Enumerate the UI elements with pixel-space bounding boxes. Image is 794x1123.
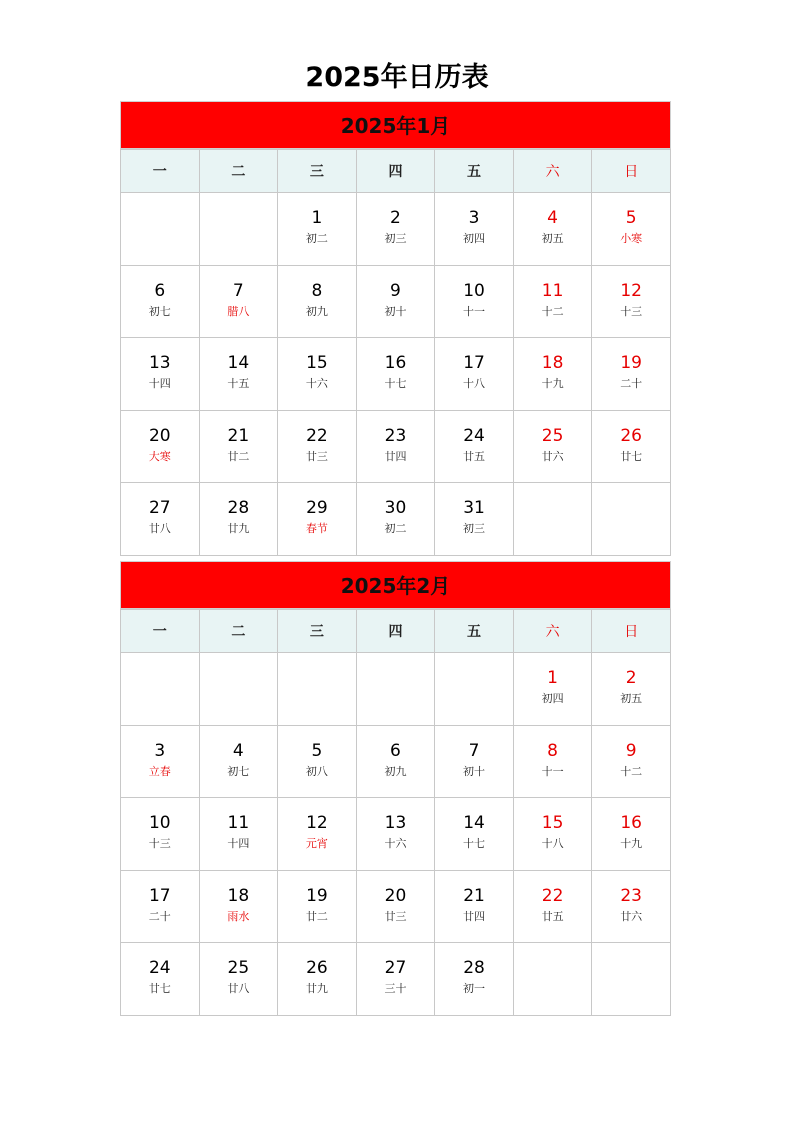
page-title: 2025年日历表 [305, 62, 489, 93]
day-number: 24 [463, 425, 485, 446]
lunar-date: 廿六 [620, 909, 643, 923]
day-cell [278, 265, 357, 338]
empty-day-cell [199, 653, 278, 726]
lunar-date: 二十 [620, 377, 643, 391]
empty-day-cell [513, 483, 592, 556]
day-number: 19 [620, 353, 642, 374]
week-row [121, 265, 671, 338]
day-number: 26 [306, 958, 328, 979]
lunar-date: 十六 [305, 377, 328, 391]
lunar-date: 廿五 [463, 449, 486, 463]
lunar-date: 十一 [541, 764, 564, 778]
lunar-date: 初九 [305, 304, 328, 318]
weekday-header: 日 [592, 610, 671, 653]
day-cell [278, 338, 357, 411]
day-cell [435, 483, 514, 556]
day-number: 20 [148, 425, 171, 446]
day-number: 8 [311, 280, 323, 301]
day-cell [513, 338, 592, 411]
weekday-header: 五 [435, 610, 514, 653]
lunar-date: 十六 [384, 837, 407, 851]
day-cell [121, 798, 200, 871]
day-number: 17 [148, 885, 171, 906]
day-number: 28 [463, 958, 485, 979]
day-cell [592, 653, 671, 726]
weekday-header: 一 [121, 150, 200, 193]
day-number: 15 [306, 353, 328, 374]
day-cell [435, 338, 514, 411]
empty-day-cell [592, 483, 671, 556]
day-number: 23 [620, 885, 642, 906]
day-cell [435, 943, 514, 1016]
day-cell [513, 798, 592, 871]
day-cell [121, 870, 200, 943]
day-number: 11 [541, 280, 564, 301]
day-cell [278, 943, 357, 1016]
day-cell [356, 338, 435, 411]
day-number: 21 [227, 425, 250, 446]
lunar-date: 初五 [620, 692, 643, 705]
lunar-date: 十八 [463, 377, 486, 391]
festival-label: 立春 [148, 764, 171, 778]
day-cell [278, 410, 357, 483]
day-cell [278, 798, 357, 871]
lunar-date: 初十 [463, 764, 486, 778]
day-number: 24 [148, 958, 171, 979]
day-number: 23 [384, 425, 407, 446]
day-cell [592, 798, 671, 871]
day-cell [435, 725, 514, 798]
day-cell [121, 338, 200, 411]
day-cell [199, 943, 278, 1016]
day-number: 10 [463, 280, 485, 301]
day-cell [356, 483, 435, 556]
lunar-date: 十七 [463, 837, 486, 851]
day-cell [121, 943, 200, 1016]
day-cell [513, 725, 592, 798]
lunar-date: 廿四 [384, 449, 407, 463]
day-number: 2 [390, 208, 401, 228]
lunar-date: 十九 [541, 377, 564, 391]
day-number: 8 [547, 740, 558, 761]
lunar-date: 廿三 [384, 909, 407, 923]
month-header: 2025年1月 [120, 101, 671, 149]
lunar-date: 廿四 [463, 909, 486, 923]
day-number: 2 [625, 668, 637, 688]
day-number: 21 [463, 885, 485, 906]
week-row [121, 338, 671, 411]
day-cell [199, 338, 278, 411]
day-number: 6 [154, 280, 166, 301]
lunar-date: 廿三 [305, 449, 328, 463]
empty-day-cell [199, 193, 278, 266]
weekday-header: 二 [199, 150, 278, 193]
empty-day-cell [356, 653, 435, 726]
lunar-date: 初五 [541, 232, 564, 245]
lunar-date: 初七 [227, 764, 250, 778]
day-cell [121, 483, 200, 556]
day-number: 9 [625, 740, 637, 761]
lunar-date: 十九 [620, 837, 643, 851]
day-cell [278, 483, 357, 556]
day-cell [356, 798, 435, 871]
day-cell [592, 193, 671, 266]
empty-day-cell [435, 653, 514, 726]
lunar-date: 初三 [384, 232, 407, 245]
lunar-date: 廿二 [305, 909, 328, 923]
day-cell [199, 483, 278, 556]
day-number: 7 [232, 280, 244, 301]
day-cell [356, 943, 435, 1016]
lunar-date: 十二 [620, 764, 643, 778]
lunar-date: 十三 [620, 304, 643, 318]
empty-day-cell [278, 653, 357, 726]
month-february [120, 561, 671, 1016]
day-number: 25 [227, 958, 250, 979]
lunar-date: 廿二 [227, 449, 250, 463]
day-number: 29 [306, 498, 328, 519]
lunar-date: 廿九 [305, 982, 328, 996]
day-number: 3 [154, 740, 166, 761]
day-cell [356, 870, 435, 943]
day-number: 17 [463, 353, 485, 374]
day-number: 4 [232, 740, 244, 761]
day-number: 30 [384, 498, 407, 519]
festival-label: 小寒 [620, 232, 643, 245]
lunar-date: 十四 [227, 837, 250, 851]
lunar-date: 初八 [305, 764, 328, 778]
day-number: 10 [148, 813, 171, 834]
lunar-date: 初二 [384, 522, 407, 536]
day-number: 11 [227, 813, 250, 834]
day-cell [513, 653, 592, 726]
empty-day-cell [121, 653, 200, 726]
day-cell [356, 410, 435, 483]
weekday-header: 一 [121, 610, 200, 653]
week-row [121, 410, 671, 483]
day-cell [513, 265, 592, 338]
day-number: 25 [541, 425, 564, 446]
day-cell [592, 265, 671, 338]
day-number: 5 [311, 740, 323, 761]
day-number: 13 [148, 353, 171, 374]
day-number: 12 [306, 813, 328, 834]
day-cell [121, 265, 200, 338]
lunar-date: 廿九 [227, 522, 250, 536]
day-number: 16 [384, 353, 407, 374]
day-number: 13 [384, 813, 407, 834]
day-cell [199, 870, 278, 943]
day-number: 22 [541, 885, 564, 906]
festival-label: 春节 [305, 522, 328, 536]
day-cell [199, 265, 278, 338]
day-number: 18 [227, 885, 250, 906]
lunar-date: 三十 [384, 982, 407, 996]
lunar-date: 二十 [148, 909, 171, 923]
calendar-grid [120, 149, 671, 556]
week-row [121, 193, 671, 266]
lunar-date: 十二 [541, 304, 564, 318]
day-cell [513, 193, 592, 266]
day-cell [592, 725, 671, 798]
day-number: 14 [463, 813, 485, 834]
empty-day-cell [513, 943, 592, 1016]
festival-label: 雨水 [227, 909, 250, 923]
lunar-date: 十五 [227, 377, 250, 391]
lunar-date: 初二 [305, 232, 328, 245]
day-cell [278, 725, 357, 798]
empty-day-cell [121, 193, 200, 266]
festival-label: 腊八 [227, 304, 250, 318]
day-number: 7 [468, 740, 480, 761]
weekday-header: 四 [356, 610, 435, 653]
day-cell [435, 798, 514, 871]
weekday-header: 日 [592, 150, 671, 193]
day-cell [278, 870, 357, 943]
weekday-header: 三 [278, 150, 357, 193]
day-cell [356, 265, 435, 338]
lunar-date: 廿七 [620, 449, 643, 463]
day-cell [435, 870, 514, 943]
lunar-date: 初四 [541, 692, 564, 705]
day-cell [592, 410, 671, 483]
day-cell [121, 725, 200, 798]
day-cell [513, 410, 592, 483]
lunar-date: 初四 [463, 232, 486, 245]
weekday-header: 六 [513, 610, 592, 653]
day-number: 31 [463, 498, 485, 519]
day-number: 18 [541, 353, 564, 374]
day-number: 9 [390, 280, 401, 301]
lunar-date: 廿八 [148, 522, 171, 536]
day-number: 5 [625, 208, 637, 228]
day-number: 26 [620, 425, 642, 446]
month-january [120, 101, 671, 556]
empty-day-cell [592, 943, 671, 1016]
month-header: 2025年2月 [120, 561, 671, 609]
lunar-date: 十三 [148, 837, 171, 851]
week-row [121, 798, 671, 871]
week-row [121, 725, 671, 798]
festival-label: 元宵 [305, 837, 328, 851]
lunar-date: 廿六 [541, 449, 564, 463]
day-cell [592, 870, 671, 943]
week-row [121, 943, 671, 1016]
day-cell [356, 725, 435, 798]
day-cell [435, 265, 514, 338]
day-number: 27 [148, 498, 171, 519]
lunar-date: 十八 [541, 837, 564, 851]
lunar-date: 初十 [384, 304, 407, 318]
day-number: 16 [620, 813, 642, 834]
day-number: 6 [390, 740, 401, 761]
lunar-date: 十四 [148, 377, 171, 391]
weekday-header: 四 [356, 150, 435, 193]
calendar-grid [120, 609, 671, 1016]
day-number: 22 [306, 425, 328, 446]
lunar-date: 廿八 [227, 982, 250, 996]
day-cell [356, 193, 435, 266]
weekday-header: 三 [278, 610, 357, 653]
day-cell [513, 870, 592, 943]
day-number: 3 [468, 208, 480, 228]
lunar-date: 廿五 [541, 909, 564, 923]
day-number: 4 [547, 208, 558, 228]
lunar-date: 初九 [384, 764, 407, 778]
weekday-header: 五 [435, 150, 514, 193]
lunar-date: 十七 [384, 377, 407, 391]
day-number: 20 [384, 885, 407, 906]
weekday-header: 六 [513, 150, 592, 193]
festival-label: 大寒 [148, 449, 171, 463]
lunar-date: 初七 [148, 304, 171, 318]
day-number: 19 [306, 885, 328, 906]
day-number: 1 [311, 208, 323, 228]
day-cell [199, 798, 278, 871]
lunar-date: 初三 [463, 522, 486, 536]
day-number: 15 [541, 813, 564, 834]
day-number: 14 [227, 353, 250, 374]
day-cell [278, 193, 357, 266]
day-cell [435, 410, 514, 483]
day-cell [121, 410, 200, 483]
week-row [121, 483, 671, 556]
day-cell [199, 410, 278, 483]
day-cell [199, 725, 278, 798]
day-cell [592, 338, 671, 411]
day-number: 1 [547, 668, 558, 688]
day-cell [435, 193, 514, 266]
day-number: 12 [620, 280, 642, 301]
day-number: 27 [384, 958, 407, 979]
week-row [121, 653, 671, 726]
lunar-date: 初一 [463, 982, 486, 996]
week-row [121, 870, 671, 943]
weekday-header: 二 [199, 610, 278, 653]
day-number: 28 [227, 498, 250, 519]
lunar-date: 廿七 [148, 982, 171, 996]
lunar-date: 十一 [463, 304, 486, 318]
